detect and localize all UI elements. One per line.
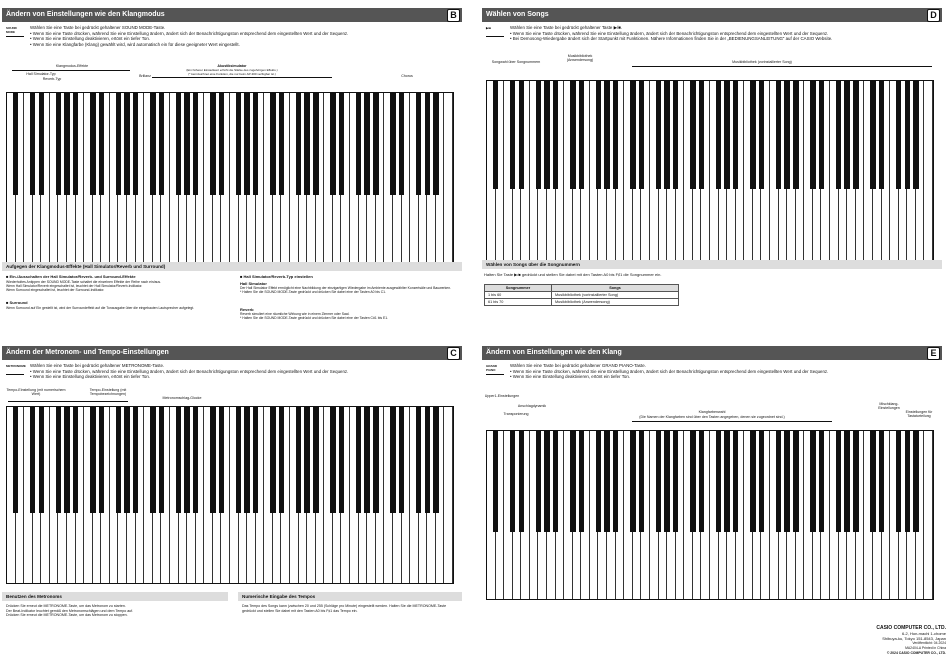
subsection-bar: Benutzen des Metronoms <box>2 592 228 601</box>
table-row: 61 bis 70 Musikbibliothek (Anwendersong) <box>485 299 679 306</box>
black-key <box>750 81 755 189</box>
black-key <box>519 81 524 189</box>
group-label: Einstellungen für Tastaturteilung <box>905 410 933 418</box>
black-key <box>236 93 241 195</box>
black-key <box>210 407 215 513</box>
black-key <box>716 81 721 189</box>
section-heading: ■ Surround <box>6 300 28 305</box>
subsection-bar: Numerische Eingabe des Tempos <box>238 592 462 601</box>
footer: CASIO COMPUTER CO., LTD. 6-2, Hon-machi 1-chome Shibuya-ku, Tokyo 151-8543, Japan Veröffentlicht: 04.2024 MA2404-A Printed in China © 2024 CASIO COMPUTER CO., LTD. <box>876 625 946 655</box>
black-key <box>784 81 789 189</box>
black-key <box>433 407 438 513</box>
black-key <box>536 81 541 189</box>
table-header: Songnummer <box>485 285 552 292</box>
subsection-bar: Aufgegen der Klangmodus-Effekte (Hall Simulator/Reverb und Surround) <box>2 262 462 271</box>
black-key <box>176 407 181 513</box>
black-key <box>596 81 601 189</box>
black-key <box>13 407 18 513</box>
keyboard <box>486 430 934 600</box>
black-key <box>296 407 301 513</box>
black-key <box>630 81 635 189</box>
akustik-note: (Ein höherer Einstellwert erhöht die Stärke des zugehörigen Effekts.) (* kennzeichnet eine Funktion, die nur beim AP-300 verfügbar ist.) <box>186 68 278 76</box>
black-key <box>330 407 335 513</box>
intro-text: Wählen Sie eine Taste bei gedrückt gehaltener METRONOME-Taste. • Wenn Sie eine Taste drücken, während Sie eine Einstellung ändern, ändert sich der Benachrichtigungston entsprechend dem eingestellten Wert und der Sequenz. • Wenn Sie eine Einstellung deaktivieren, ertönt ein tiefer Ton. <box>30 363 349 380</box>
black-key <box>193 93 198 195</box>
group-label: Klangmodus-Effekte <box>55 64 89 68</box>
black-key <box>844 431 849 532</box>
black-key <box>433 93 438 195</box>
black-key <box>90 407 95 513</box>
black-key <box>330 93 335 195</box>
black-key <box>690 81 695 189</box>
black-key <box>30 93 35 195</box>
black-key <box>836 431 841 532</box>
panel-title: Wählen von Songs D <box>482 8 942 22</box>
black-key <box>313 93 318 195</box>
black-key <box>39 93 44 195</box>
black-key <box>399 407 404 513</box>
black-key <box>73 93 78 195</box>
intro-text: Wählen Sie eine Taste bei gedrückt gehaltener SOUND MODE-Taste. • Wenn Sie eine Taste drücken, während Sie eine Einstellung ändern, ändert sich der Benachrichtigungston entsprechend dem eingestellten Wert und der Sequenz. • Wenn Sie eine Einstellung deaktivieren, ertönt ein tiefer Ton. • Wenn Sie eine Klangfarbe (Klang) gewählt wird, wird automatisch ein für diese geeigneter Wert eingestellt. <box>30 25 349 47</box>
panel-title: Ändern von Einstellungen wie den Klangmodus B <box>2 8 462 22</box>
black-key <box>724 431 729 532</box>
black-key <box>553 431 558 532</box>
black-key <box>244 407 249 513</box>
black-key <box>793 431 798 532</box>
black-key <box>870 431 875 532</box>
black-key <box>793 81 798 189</box>
black-key <box>210 93 215 195</box>
black-key <box>570 81 575 189</box>
black-key <box>150 407 155 513</box>
black-key <box>759 81 764 189</box>
black-key <box>304 407 309 513</box>
grand-piano-label: GRAND PIANO <box>486 364 504 375</box>
black-key <box>810 431 815 532</box>
black-key <box>784 431 789 532</box>
group-line <box>632 66 932 67</box>
group-label: Anschlagdynamik <box>517 404 547 408</box>
black-key <box>159 407 164 513</box>
black-key <box>639 81 644 189</box>
black-key <box>870 81 875 189</box>
group-label: Brillanz <box>139 74 151 78</box>
black-key <box>373 93 378 195</box>
black-key <box>64 407 69 513</box>
black-key <box>733 81 738 189</box>
panel-song-select <box>482 8 942 330</box>
black-key <box>124 407 129 513</box>
black-key <box>64 93 69 195</box>
black-key <box>304 93 309 195</box>
black-key <box>664 81 669 189</box>
black-key <box>613 431 618 532</box>
black-key <box>159 93 164 195</box>
panel-title: Ändern von Einstellungen wie den Klang E <box>482 346 942 360</box>
black-key <box>879 81 884 189</box>
black-key <box>390 407 395 513</box>
panel-letter: C <box>447 347 460 360</box>
black-key <box>184 407 189 513</box>
black-key <box>750 431 755 532</box>
table-header: Songs <box>552 285 679 292</box>
keyboard <box>6 406 454 584</box>
black-key <box>579 81 584 189</box>
group-line <box>152 77 332 78</box>
black-key <box>176 93 181 195</box>
panel-letter: B <box>447 9 460 22</box>
black-key <box>193 407 198 513</box>
group-label: Mischklang-Einstellungen <box>878 402 900 410</box>
group-label: Hall Simulator-Typ <box>26 72 56 76</box>
panel-tone <box>482 346 942 626</box>
panel-title: Ändern der Metronom- und Tempo-Einstellungen C <box>2 346 462 360</box>
section-heading: ■ Ein-/Ausschalten der Hall Simulator/Reverb- und Surround-Effekte <box>6 274 136 279</box>
black-key <box>810 81 815 189</box>
black-key <box>630 431 635 532</box>
black-key <box>99 93 104 195</box>
group-label: Songwahl über Songnummern <box>491 60 541 64</box>
white-key <box>444 407 453 583</box>
black-key <box>279 93 284 195</box>
group-line <box>12 70 130 71</box>
black-key <box>819 431 824 532</box>
black-key <box>493 431 498 532</box>
intro-text: Wählen Sie eine Taste bei gedrückt gehaltener GRAND PIANO-Taste. • Wenn Sie eine Taste drücken, während Sie eine Einstellung ändern, ändert sich der Benachrichtigungston entsprechend dem eingestellten Wert und der Sequenz. • Wenn Sie eine Einstellung deaktivieren, ertönt ein tiefer Ton. <box>510 363 829 380</box>
black-key <box>604 431 609 532</box>
black-key <box>656 431 661 532</box>
black-key <box>219 93 224 195</box>
group-label: Upper1-Einstellungen <box>484 394 520 398</box>
group-label: Reverb-Typ <box>42 77 62 81</box>
black-key <box>724 81 729 189</box>
black-key <box>690 431 695 532</box>
black-key <box>536 431 541 532</box>
black-key <box>373 407 378 513</box>
black-key <box>133 407 138 513</box>
group-label: Tempo-Einstellung (mit Tempobezeichnungen) <box>89 388 127 396</box>
metronome-label: METRONOME <box>6 364 24 375</box>
section-body: Der Hall Simulator Effekt ermöglicht eine Nachbildung der einzigartigen Wiedergabe im Ambiente ausgewählter Konzertsäle und Bauwerken. * Halten Sie die SOUND MODE-Taste gedrückt und drücken Sie dabei eine der Tasten A0 bis C1. <box>240 286 452 295</box>
black-key <box>364 407 369 513</box>
group-label: Musikbibliothek (Anwendersong) <box>566 54 594 62</box>
section-body: Wiederholtes Antippen der SOUND MODE-Taste schaltet die einzelnen Effekte der Reihe nach ein/aus. Wenn Hall Simulator/Reverb eingeschaltet ist, leuchtet der Hall Simulator/Reverb-Indikator. Wenn Surround eingeschaltet ist, leuchtet der Surround-Indikator. <box>6 280 162 293</box>
panel-letter: D <box>927 9 940 22</box>
black-key <box>150 93 155 195</box>
panel-sound-mode <box>2 8 462 330</box>
black-key <box>356 407 361 513</box>
black-key <box>133 93 138 195</box>
black-key <box>673 81 678 189</box>
black-key <box>399 93 404 195</box>
black-key <box>853 81 858 189</box>
song-number-table <box>484 284 679 306</box>
black-key <box>339 93 344 195</box>
black-key <box>356 93 361 195</box>
black-key <box>699 81 704 189</box>
black-key <box>30 407 35 513</box>
group-label: Transponierung <box>503 412 529 416</box>
black-key <box>776 431 781 532</box>
white-key <box>924 81 933 261</box>
black-key <box>116 407 121 513</box>
black-key <box>613 81 618 189</box>
black-key <box>519 431 524 532</box>
black-key <box>313 407 318 513</box>
black-key <box>270 407 275 513</box>
black-key <box>844 81 849 189</box>
black-key <box>664 431 669 532</box>
black-key <box>364 93 369 195</box>
black-key <box>836 81 841 189</box>
black-key <box>116 93 121 195</box>
black-key <box>879 431 884 532</box>
play-stop-label: ▶/■ <box>486 26 504 37</box>
black-key <box>99 407 104 513</box>
table-row: 1 bis 60 Musikbibliothek (vorinstallierter Song) <box>485 292 679 299</box>
black-key <box>13 93 18 195</box>
black-key <box>544 431 549 532</box>
black-key <box>905 431 910 532</box>
black-key <box>656 81 661 189</box>
black-key <box>853 431 858 532</box>
black-key <box>913 431 918 532</box>
black-key <box>39 407 44 513</box>
group-label: Klangfarbenwahl <box>698 410 726 414</box>
black-key <box>425 407 430 513</box>
black-key <box>579 431 584 532</box>
black-key <box>896 81 901 189</box>
sound-mode-label: SOUND MODE <box>6 26 24 37</box>
black-key <box>699 431 704 532</box>
section-subheading: Hall Simulator <box>240 281 267 286</box>
black-key <box>339 407 344 513</box>
black-key <box>416 407 421 513</box>
black-key <box>896 431 901 532</box>
section-body: Wenn Surround auf Ein gestellt ist, wird der Surroundeffekt auf die Tonausgabe über die eingebauten Lautsprecher aufgelegt. <box>6 306 195 310</box>
black-key <box>510 431 515 532</box>
black-key <box>184 93 189 195</box>
panel-metronome <box>2 346 462 626</box>
group-label: Chorus <box>401 74 413 78</box>
black-key <box>733 431 738 532</box>
black-key <box>124 93 129 195</box>
white-key <box>924 431 933 599</box>
black-key <box>913 81 918 189</box>
panel-letter: E <box>927 347 940 360</box>
black-key <box>905 81 910 189</box>
black-key <box>776 81 781 189</box>
group-line <box>632 421 832 422</box>
black-key <box>716 431 721 532</box>
black-key <box>416 93 421 195</box>
section-body: Halten Sie Taste ▶/■ gedrückt und stellen Sie dabei mit den Tasten A0 bis F♯1 die Songnummer ein. <box>484 272 662 277</box>
black-key <box>253 407 258 513</box>
group-line <box>8 401 128 402</box>
black-key <box>493 81 498 189</box>
black-key <box>604 81 609 189</box>
black-key <box>219 407 224 513</box>
black-key <box>673 431 678 532</box>
black-key <box>279 407 284 513</box>
keyboard <box>486 80 934 262</box>
black-key <box>253 93 258 195</box>
white-key <box>444 93 453 263</box>
black-key <box>425 93 430 195</box>
black-key <box>236 407 241 513</box>
black-key <box>244 93 249 195</box>
black-key <box>639 431 644 532</box>
section-body: Das Tempo des Songs kann (zwischen 20 und 255 (Schläge pro Minute) eingestellt werden. Halten Sie die METRONOME-Taste gedrückt und stellen Sie dabei mit den Tasten A0 bis F♯1 das Tempo ein. <box>242 604 447 613</box>
keyboard <box>6 92 454 264</box>
subsection-bar: Wählen von Songs über die Songnummern <box>482 260 942 269</box>
black-key <box>570 431 575 532</box>
black-key <box>819 81 824 189</box>
group-label: Musikbibliothek (vorinstallierter Song) <box>732 60 792 64</box>
black-key <box>510 81 515 189</box>
group-note: (Die Namen der Klangfarben sind über den Tasten angegeben, denen sie zugeordnet sind.) <box>639 415 785 419</box>
group-label: Akustiksimulator <box>217 64 247 68</box>
black-key <box>56 407 61 513</box>
black-key <box>390 93 395 195</box>
group-label: Tempo-Einstellung (mit numerischem Wert) <box>6 388 66 396</box>
section-body: Reverb simuliert eine räumliche Wirkung wie in einem Zimmer oder Saal. * Halten Sie die SOUND MODE-Taste gedrückt und drücken Sie dabei eine der Tasten C#1 bis E1. <box>240 312 389 321</box>
section-body: Drücken Sie erneut die METRONOME-Taste, um das Metronom zu starten. Der Beat-Indikator leuchtet gemäß den Metronomschlägen und dem Tempo auf. Drücken Sie erneut die METRONOME-Taste, um das Metronom zu stoppen. <box>6 604 134 618</box>
black-key <box>759 431 764 532</box>
section-heading: ■ Hall Simulator/Reverb-Typ einstellen <box>240 274 313 279</box>
group-label: Metronomschlag-Glocke <box>162 396 202 400</box>
black-key <box>73 407 78 513</box>
section-subheading: Reverb <box>240 307 254 312</box>
black-key <box>90 93 95 195</box>
black-key <box>270 93 275 195</box>
black-key <box>553 81 558 189</box>
intro-text: Wählen Sie eine Taste bei gedrückt gehaltener Taste ▶/■. • Wenn Sie eine Taste drücken, während Sie eine Einstellung ändern, ändert sich der Benachrichtigungston entsprechend dem eingestellten Wert und der Sequenz. • Bei Demosong-Wiedergabe ändert sich der Startpunkt mit Funktionen. Nähere Informationen finden Sie in der „BEDIENUNGSANLEITUNG“ auf der CASIO Website. <box>510 25 833 42</box>
black-key <box>56 93 61 195</box>
black-key <box>596 431 601 532</box>
black-key <box>296 93 301 195</box>
black-key <box>544 81 549 189</box>
